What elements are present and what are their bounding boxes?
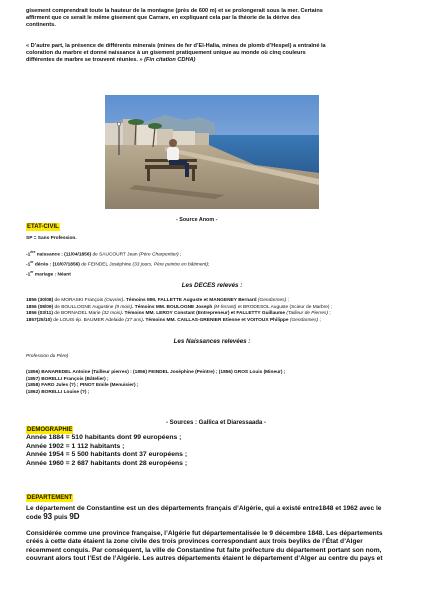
text-line: Considérée comme une province française, l’Algérie fut départementalisée le 9 décembre 1848. Les départements [26, 530, 383, 537]
text-line: différentes de marbre se trouvent réunies. » (Fin citation CDHA) [26, 57, 196, 64]
etat-civil-firsts [26, 249, 398, 280]
text-line: récemment conquis. Par conséquent, la ville de Constantine fut faite préfecture du département portant son nom, [26, 546, 382, 554]
text-line: coloration du marbre et donné naissance à un gisement pratiquement unique au monde où cinq couleurs [26, 50, 306, 57]
intro-paragraph-1 [26, 8, 398, 30]
text-line: -1er mariage : Néant [26, 270, 71, 278]
list-item: (1858) FARO Jules (?) ; PINOT Emile (Menuisier) ; [26, 383, 139, 389]
text-line: couvrant alors tout l’Est de l’Algérie. Les autres départements étaient le département d’Alger au centre du pays et [26, 555, 383, 563]
text-line: continents. [26, 22, 56, 29]
naissances-note: Profession du Père) [26, 354, 69, 359]
departement-paragraph-1 [26, 505, 398, 523]
text-line: « D’autre part, la présence de différents minerais (mines de fer d’El-Halia, mines de plomb d’Hespel) a entraîné la [26, 43, 326, 49]
list-item: (1862) BORELLI Louise (?) ; [26, 389, 90, 395]
list-item: Année 1954 = 5 500 habitants dont 37 européens ; [26, 451, 188, 459]
naissances-list [26, 370, 398, 396]
promenade-photo [105, 95, 319, 209]
photo-illustration [105, 95, 319, 209]
section-heading-departement: DEPARTEMENT [27, 495, 73, 501]
list-item: 1857(25/10) de LOUIS ép. BAUMER Adelaide (37 ans). Témoins MM. CAILLAS-GRENIER Etienne et VOITOUX Philippe (Gendarmes) ; [26, 317, 321, 323]
deces-heading: Les DECES relevés : [181, 282, 243, 289]
section-heading-etat-civil: ETAT-CIVIL [27, 224, 59, 230]
list-item: Année 1960 = 2 687 habitants dont 28 européens ; [26, 459, 188, 467]
list-item: Année 1884 = 510 habitants dont 99 européens ; [26, 434, 182, 441]
intro-paragraph-2 [26, 43, 398, 65]
list-item: 1856 (03/11) de BORNADEL Marie (32 mois). Témoins MM. LEROY Constant (Entrepreneur) et FALLETTY Guillaume (Tailleur de Pierres) ; [26, 311, 331, 317]
text-line: code 93 puis 9D [26, 512, 80, 522]
citation: (Fin citation CDHA) [144, 57, 196, 64]
demographie-source: - Sources : Gallica et Diaressaada - [166, 420, 267, 426]
list-item: 1856 (08/09) de BOULLOGNE Augustine (9 mois). Témoins MM. BOULOGNE Joseph (M-ferrant) et BRODESOL Auguste (Scieur de Marbre) ; [26, 304, 333, 310]
text-line: affirment que ce serait le même gisement que Carrare, en expliquant cela par la théorie de la dérive des [26, 15, 301, 22]
text-line: -1ère naissance : (11/04/1856) de SAUCOURT Jean (Père Charpentier) ; [26, 250, 182, 258]
etat-civil-source: - Source Anom - [176, 217, 218, 223]
naissances-heading: Les Naissances relevées : [173, 338, 251, 345]
demographie-list [26, 434, 398, 468]
departement-paragraph-2 [26, 530, 398, 564]
list-item: Année 1902 = 1 112 habitants ; [26, 442, 125, 450]
text-line: Le département de Constantine est un des départements français d’Algérie, qui a existé entre1848 et 1962 avec le [26, 505, 382, 512]
text-line: -1er décès : (10/07/1856) de FEINDEL Joséphine (33 jours, Père peintre en bâtiment); [26, 260, 210, 268]
list-item: (1856) BANAREDEL Antoine (Tailleur pierres) : (1856) FEINDEL Joséphine (Peintre) ; (1856) GROS Louis (Mineur) ; [26, 370, 286, 375]
section-heading-demographie: DEMOGRAPHIE [27, 427, 73, 433]
legend-sp: SP = Sans Profession. [26, 236, 77, 241]
text-line: créés à cette date étaient la zone civile des trois provinces correspondant aux trois beyliks de l’État d’Alger [26, 538, 363, 546]
list-item: (1857) BORELLI François (Bâtelier) ; [26, 376, 109, 382]
list-item: 1856 (30/08) de MORASKI François (Ouvrier). Témoins MM. FALLETTE Auguste et MANGENEY Bernard (Gendarmes) ; [26, 298, 289, 303]
deces-list [26, 298, 398, 324]
text-line: gisement comprendrait toute la hauteur de la montagne (près de 600 m) et se prolongerait sous la mer. Certains [26, 8, 323, 14]
